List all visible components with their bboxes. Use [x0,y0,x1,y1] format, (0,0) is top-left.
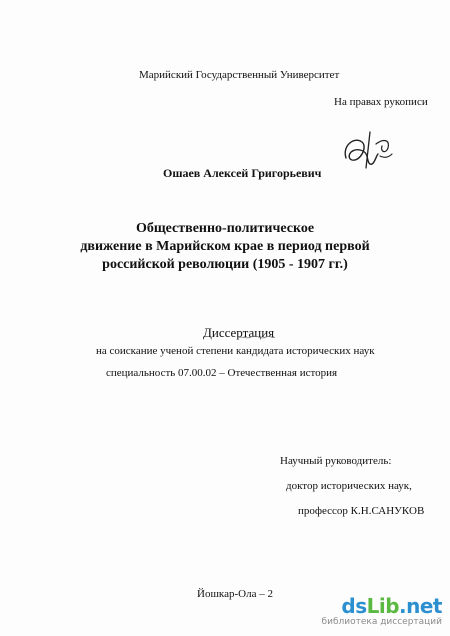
dslib-logo [341,596,442,616]
rights-notice: На правах рукописи [334,96,428,108]
advisor-name: профессор К.Н.САНУКОВ [298,505,425,517]
dslib-logo-lib: Lib [366,594,400,618]
dslib-logo-net: .net [399,594,442,618]
advisor-degree: доктор исторических наук, [286,480,412,492]
author-name: Ошаев Алексей Григорьевич [163,166,322,180]
document-type: Диссертация [203,325,275,340]
dissertation-title-line-1: Общественно-политическое [135,221,315,236]
advisor-heading: Научный руководитель: [280,455,392,467]
city-year: Йошкар-Ола – 2 [197,588,273,600]
dissertation-title-line-2: движение в Марийском крае в период первой [80,239,370,254]
specialty-line: специальность 07.00.02 – Отечественная история [106,367,338,379]
scan-smudge [236,333,276,341]
dslib-watermark-link[interactable] [296,596,442,630]
handwritten-signature [340,128,394,174]
dslib-subtitle: библиотека диссертаций [321,617,442,627]
degree-line: на соискание ученой степени кандидата исторических наук [96,345,375,357]
dslib-logo-ds: ds [341,594,367,618]
university-name: Марийский Государственный Университет [139,69,340,81]
dissertation-title-line-3: российской революции (1905 - 1907 гг.) [102,257,348,272]
